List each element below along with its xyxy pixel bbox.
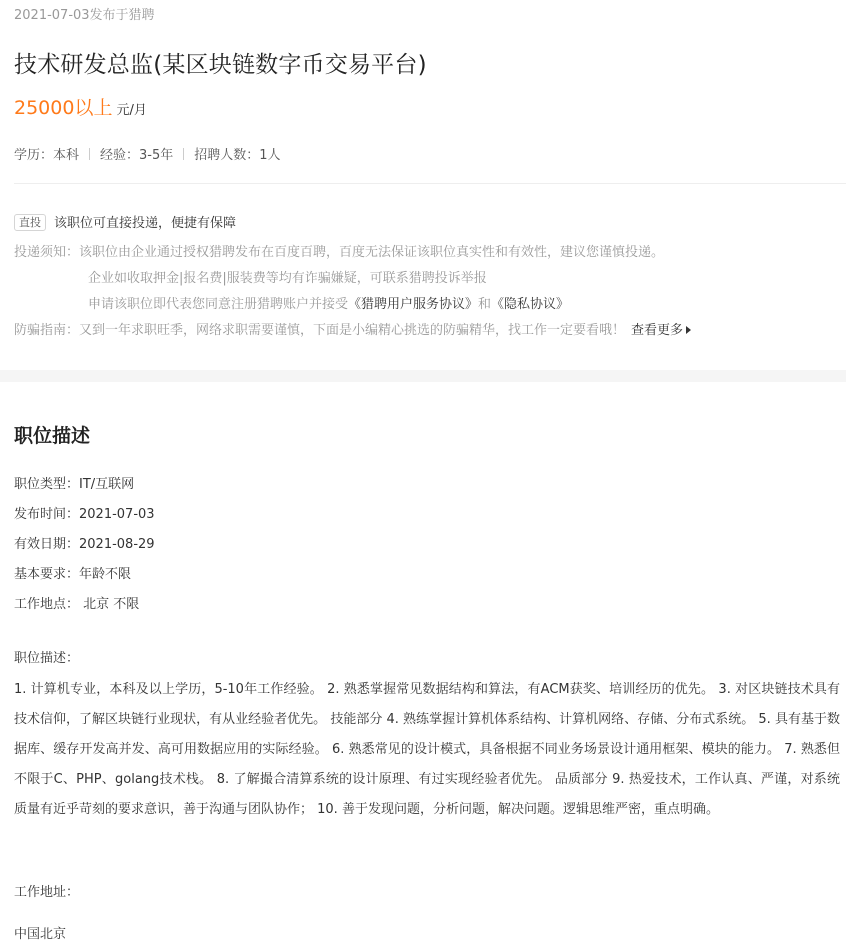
direct-apply-row	[14, 212, 236, 231]
direct-apply-text: 该职位可直接投递，便捷有保障	[54, 216, 237, 231]
header-divider	[14, 183, 846, 184]
user-agreement-link[interactable]: 《猎聘用户服务协议》	[348, 297, 479, 312]
requirements-row	[14, 144, 281, 163]
requirement-experience: 经验：3-5年	[100, 148, 174, 163]
publish-time: 发布时间：2021-07-03	[14, 507, 155, 522]
section-title: 职位描述	[14, 425, 91, 447]
see-more-link[interactable]	[631, 323, 691, 338]
requirement-separator	[89, 148, 90, 160]
address-value: 中国北京	[14, 927, 67, 941]
direct-badge: 直投	[14, 214, 46, 231]
fraud-guide-text: 又到一年求职旺季，网络求职需要谨慎，下面是小编精心挑选的防骗精华，找工作一定要看哦！	[79, 323, 626, 338]
caret-right-icon	[686, 326, 691, 334]
fraud-guide-row	[14, 319, 691, 338]
job-header	[0, 0, 846, 370]
salary-unit: 元/月	[116, 103, 147, 118]
job-title: 技术研发总监(某区块链数字币交易平台)	[14, 52, 427, 78]
work-location: 工作地点： 北京 不限	[14, 597, 140, 612]
section-separator	[0, 370, 846, 382]
job-type: 职位类型：IT/互联网	[14, 477, 135, 492]
description-body: 1. 计算机专业，本科及以上学历，5-10年工作经验。 2. 熟悉掌握常见数据结构和算法，有ACM获奖、培训经历的优先。 3. 对区块链技术具有技术信仰，了解区块链行业现状，有从业经验者优先。 技能部分 4. 熟练掌握计算机体系结构、计算机网络、存储、分布式系统。 5. 具有基于数据库、缓存开发高并发、高可用数据应用的实际经验。 6. 熟悉常见的设计模式，具备根据不同业务场景设计通用框架、模块的能力。 7. 熟悉但不限于C、PHP、golang技术栈。 8. 了解撮合清算系统的设计原理、有过实现经验者优先。 品质部分 9. 热爱技术，工作认真、严谨，对系统质量有近乎苛刻的要求意识，善于沟通与团队协作； 10. 善于发现问题，分析问题，解决问题。逻辑思维严密，重点明确。	[14, 682, 840, 817]
see-more-label: 查看更多	[631, 323, 684, 338]
delivery-notice-line1	[14, 241, 664, 260]
valid-date: 有效日期：2021-08-29	[14, 537, 155, 552]
basic-requirements: 基本要求：年龄不限	[14, 567, 132, 582]
requirement-separator	[183, 148, 184, 160]
publish-info: 2021-07-03发布于猎聘	[14, 8, 155, 23]
salary-row	[14, 93, 147, 120]
agreement-prefix: 申请该职位即代表您同意注册猎聘账户并接受	[88, 297, 349, 312]
agreement-and: 和	[478, 297, 492, 312]
delivery-notice-label: 投递须知：	[14, 245, 80, 260]
privacy-agreement-link[interactable]: 《隐私协议》	[491, 297, 570, 312]
delivery-notice-text: 该职位由企业通过授权猎聘发布在百度百聘，百度无法保证该职位真实性和有效性，建议您谨慎投递。	[79, 245, 665, 260]
salary-value: 25000以上	[14, 97, 113, 119]
requirement-education: 学历：本科	[14, 148, 80, 163]
address-label: 工作地址：	[14, 885, 80, 900]
delivery-notice-line3	[88, 293, 569, 312]
delivery-notice-line2: 企业如收取押金|报名费|服装费等均有诈骗嫌疑，可联系猎聘投诉举报	[88, 271, 487, 286]
fraud-guide-label: 防骗指南：	[14, 323, 80, 338]
description-label: 职位描述：	[14, 651, 80, 666]
requirement-headcount: 招聘人数：1人	[194, 148, 281, 163]
